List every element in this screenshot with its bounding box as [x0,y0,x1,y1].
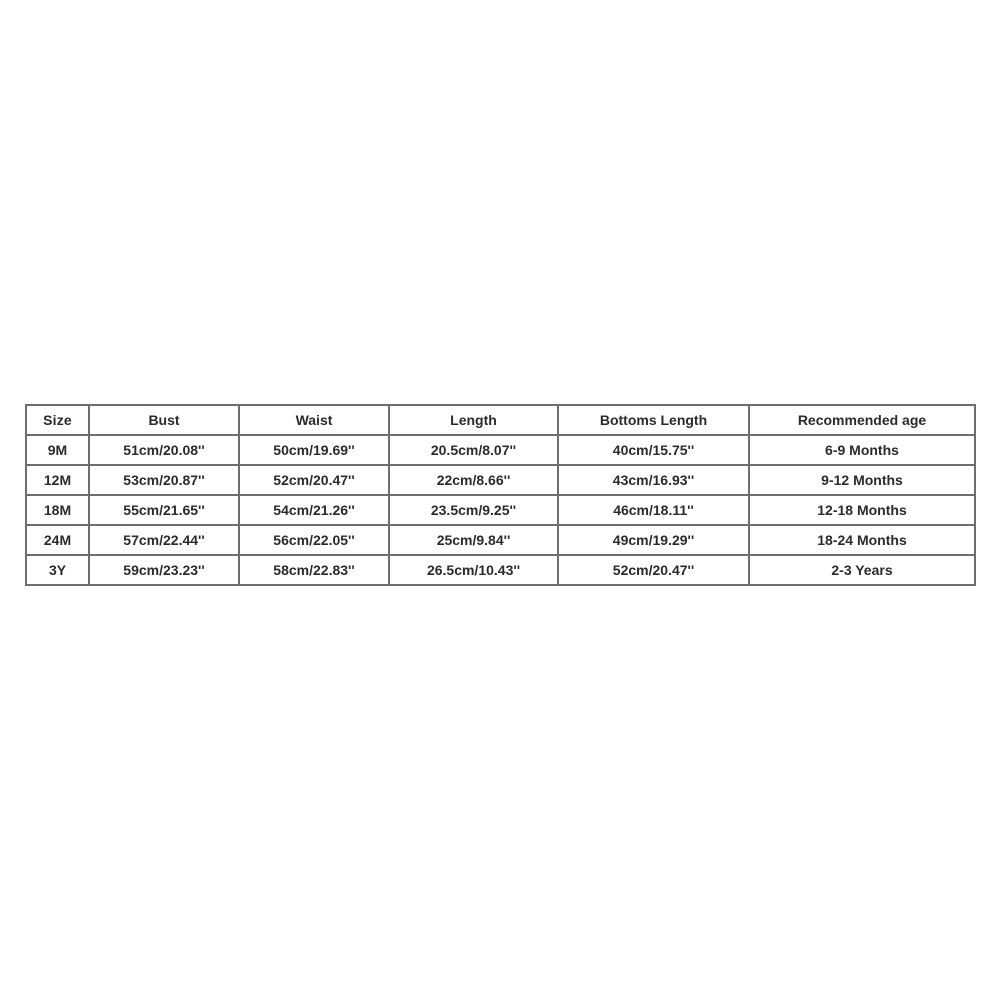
cell-length: 20.5cm/8.07'' [389,435,558,465]
cell-bust: 53cm/20.87'' [89,465,239,495]
header-bust: Bust [89,405,239,435]
cell-bust: 59cm/23.23'' [89,555,239,585]
cell-waist: 50cm/19.69'' [239,435,389,465]
cell-waist: 56cm/22.05'' [239,525,389,555]
table-row [26,495,975,525]
table-header-row [26,405,975,435]
cell-recommended-age: 12-18 Months [749,495,975,525]
table-row [26,435,975,465]
size-chart-table [25,404,976,586]
cell-bust: 55cm/21.65'' [89,495,239,525]
cell-bottoms-length: 43cm/16.93'' [558,465,749,495]
cell-bottoms-length: 49cm/19.29'' [558,525,749,555]
header-length: Length [389,405,558,435]
cell-length: 26.5cm/10.43'' [389,555,558,585]
cell-recommended-age: 6-9 Months [749,435,975,465]
cell-bottoms-length: 52cm/20.47'' [558,555,749,585]
header-recommended-age: Recommended age [749,405,975,435]
cell-size: 3Y [26,555,89,585]
cell-size: 18M [26,495,89,525]
header-bottoms-length: Bottoms Length [558,405,749,435]
cell-bust: 57cm/22.44'' [89,525,239,555]
cell-size: 9M [26,435,89,465]
cell-length: 23.5cm/9.25'' [389,495,558,525]
cell-size: 24M [26,525,89,555]
cell-bottoms-length: 46cm/18.11'' [558,495,749,525]
cell-waist: 54cm/21.26'' [239,495,389,525]
cell-length: 22cm/8.66'' [389,465,558,495]
header-size: Size [26,405,89,435]
cell-waist: 58cm/22.83'' [239,555,389,585]
cell-recommended-age: 18-24 Months [749,525,975,555]
cell-bottoms-length: 40cm/15.75'' [558,435,749,465]
table-row [26,465,975,495]
cell-bust: 51cm/20.08'' [89,435,239,465]
cell-size: 12M [26,465,89,495]
table-row [26,525,975,555]
table-row [26,555,975,585]
cell-recommended-age: 9-12 Months [749,465,975,495]
cell-waist: 52cm/20.47'' [239,465,389,495]
cell-recommended-age: 2-3 Years [749,555,975,585]
header-waist: Waist [239,405,389,435]
cell-length: 25cm/9.84'' [389,525,558,555]
